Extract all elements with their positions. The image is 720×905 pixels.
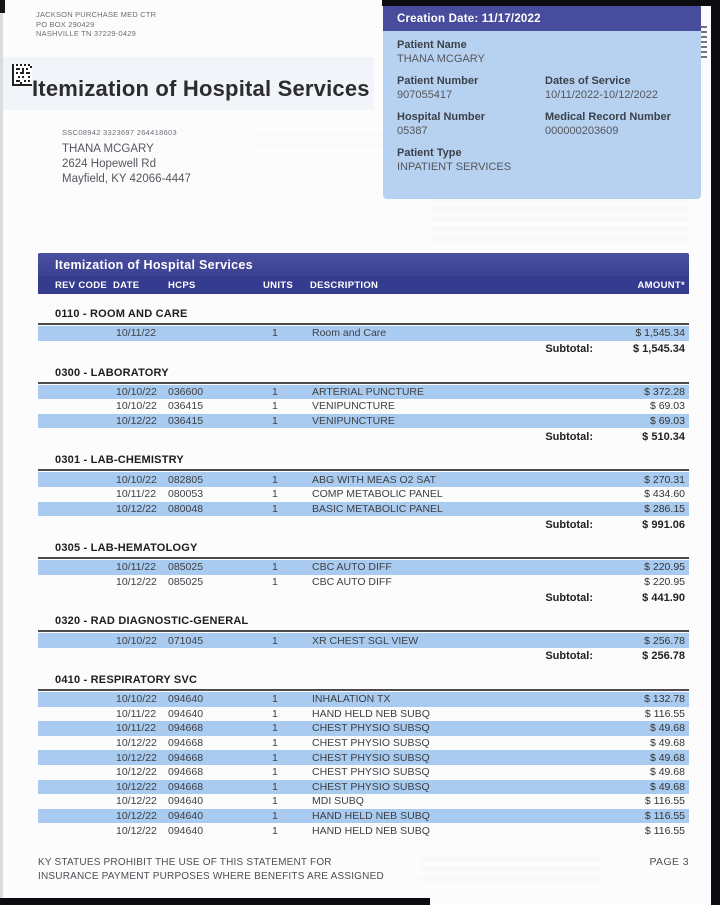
subtotal-amount: $ 441.90 xyxy=(642,591,685,604)
patient-fields xyxy=(383,31,701,174)
cell-amount: $ 69.03 xyxy=(649,415,685,428)
table-row xyxy=(38,560,689,575)
cell-date: 10/11/22 xyxy=(116,722,157,735)
subtotal-row xyxy=(38,341,689,358)
cell-date: 10/12/22 xyxy=(116,780,157,793)
section-rule xyxy=(38,557,689,559)
table-row xyxy=(38,399,689,414)
cell-date: 10/10/22 xyxy=(116,693,157,706)
field-value: THANA MCGARY xyxy=(397,52,485,65)
cell-date: 10/12/22 xyxy=(116,766,157,779)
section-header: 0300 - LABORATORY xyxy=(55,366,169,379)
cell-amount: $ 220.95 xyxy=(644,561,685,574)
field-label: Dates of Service xyxy=(545,75,631,87)
cell-units: 1 xyxy=(272,809,278,822)
table-section xyxy=(38,308,689,358)
page-footer xyxy=(38,856,689,883)
bleed-through-artifact xyxy=(430,198,690,240)
field-label: Medical Record Number xyxy=(545,111,671,123)
cell-amount: $ 116.55 xyxy=(644,809,685,822)
creation-date-bar: Creation Date: 11/17/2022 xyxy=(383,6,701,31)
cell-units: 1 xyxy=(272,576,278,589)
field-patient-type xyxy=(397,147,693,174)
cell-date: 10/12/22 xyxy=(116,795,157,808)
mail-code-line: SSC08942 3323697 264418603 xyxy=(62,128,177,137)
cell-description: VENIPUNCTURE xyxy=(312,415,395,428)
field-value: 000000203609 xyxy=(545,124,619,137)
cell-hcps: 080048 xyxy=(168,502,204,515)
cell-amount: $ 220.95 xyxy=(644,576,685,589)
cell-date: 10/10/22 xyxy=(116,385,157,398)
table-row xyxy=(38,809,689,824)
subtotal-amount: $ 510.34 xyxy=(642,430,685,443)
subtotal-amount: $ 1,545.34 xyxy=(633,343,685,356)
cell-hcps: 036415 xyxy=(168,415,204,428)
table-section xyxy=(38,615,689,665)
cell-hcps: 080053 xyxy=(168,488,204,501)
cell-description: CHEST PHYSIO SUBSQ xyxy=(312,780,430,793)
cell-amount: $ 256.78 xyxy=(644,634,685,647)
field-value: 05387 xyxy=(397,124,428,137)
column-header-units: UNITS xyxy=(263,279,293,291)
column-header-revcode: REV CODE xyxy=(55,279,108,291)
footer-line: KY STATUES PROHIBIT THE USE OF THIS STATEMENT FOR xyxy=(38,857,332,868)
recipient-line: Mayfield, KY 42066-4447 xyxy=(62,173,191,185)
field-value: 907055417 xyxy=(397,88,453,101)
section-header: 0410 - RESPIRATORY SVC xyxy=(55,673,198,686)
field-label: Patient Type xyxy=(397,147,462,159)
cell-amount: $ 132.78 xyxy=(644,693,685,706)
section-rule xyxy=(38,469,689,471)
cell-hcps: 036600 xyxy=(168,385,204,398)
cell-description: HAND HELD NEB SUBQ xyxy=(312,707,430,720)
cell-units: 1 xyxy=(272,327,278,340)
cell-description: CHEST PHYSIO SUBSQ xyxy=(312,722,430,735)
cell-description: ARTERIAL PUNCTURE xyxy=(312,385,425,398)
sender-line: NASHVILLE TN 37229-0429 xyxy=(36,29,136,38)
cell-hcps: 082805 xyxy=(168,473,204,486)
cell-units: 1 xyxy=(272,400,278,413)
field-value: 10/11/2022-10/12/2022 xyxy=(545,88,658,101)
cell-units: 1 xyxy=(272,488,278,501)
edge-marking xyxy=(701,24,707,58)
table-row xyxy=(38,487,689,502)
cell-hcps: 094668 xyxy=(168,737,204,750)
cell-units: 1 xyxy=(272,795,278,808)
cell-hcps: 094640 xyxy=(168,707,204,720)
field-label: Hospital Number xyxy=(397,111,486,123)
table-column-header xyxy=(38,276,689,294)
section-header: 0305 - LAB-HEMATOLOGY xyxy=(55,542,198,555)
cell-units: 1 xyxy=(272,766,278,779)
cell-description: ABG WITH MEAS O2 SAT xyxy=(312,473,437,486)
field-dates-of-service xyxy=(545,75,693,102)
cell-description: MDI SUBQ xyxy=(312,795,364,808)
cell-hcps: 094640 xyxy=(168,809,204,822)
cell-units: 1 xyxy=(272,502,278,515)
sender-line: PO BOX 290429 xyxy=(36,19,95,29)
table-row xyxy=(38,502,689,517)
table-row xyxy=(38,721,689,736)
cell-hcps: 094640 xyxy=(168,824,204,837)
cell-description: Room and Care xyxy=(312,327,387,340)
cell-description: CBC AUTO DIFF xyxy=(312,561,392,574)
cell-units: 1 xyxy=(272,737,278,750)
cell-amount: $ 49.68 xyxy=(649,722,685,735)
cell-units: 1 xyxy=(272,751,278,764)
field-value: INPATIENT SERVICES xyxy=(397,160,512,173)
section-header: 0110 - ROOM AND CARE xyxy=(55,308,188,320)
cell-description: BASIC METABOLIC PANEL xyxy=(312,502,443,515)
cell-description: HAND HELD NEB SUBQ xyxy=(312,824,430,837)
field-patient-number xyxy=(397,75,545,102)
cell-hcps: 094668 xyxy=(168,751,204,764)
sender-address xyxy=(36,10,156,39)
table-row xyxy=(38,750,689,765)
field-patient-name xyxy=(397,39,693,66)
field-label: Patient Number xyxy=(397,75,479,87)
cell-amount: $ 116.55 xyxy=(644,795,685,808)
cell-amount: $ 1,545.34 xyxy=(635,327,685,340)
cell-description: CBC AUTO DIFF xyxy=(312,576,392,589)
column-header-amount: AMOUNT* xyxy=(637,279,685,291)
cell-hcps: 094640 xyxy=(168,693,204,706)
cell-units: 1 xyxy=(272,707,278,720)
table-row xyxy=(38,765,689,780)
cell-date: 10/10/22 xyxy=(116,634,157,647)
cell-amount: $ 116.55 xyxy=(644,707,685,720)
subtotal-label: Subtotal: xyxy=(545,430,593,443)
cell-date: 10/12/22 xyxy=(116,751,157,764)
table-row xyxy=(38,414,689,429)
footer-line: INSURANCE PAYMENT PURPOSES WHERE BENEFITS ARE ASSIGNED xyxy=(38,870,384,882)
scan-edge-corner xyxy=(0,0,5,13)
section-header: 0301 - LAB-CHEMISTRY xyxy=(55,454,184,467)
cell-units: 1 xyxy=(272,634,278,647)
cell-amount: $ 434.60 xyxy=(644,488,685,501)
cell-amount: $ 49.68 xyxy=(649,780,685,793)
datamatrix-barcode-icon xyxy=(12,64,32,86)
cell-units: 1 xyxy=(272,415,278,428)
cell-amount: $ 69.03 xyxy=(649,400,685,413)
scan-edge-left xyxy=(0,0,3,905)
cell-hcps: 071045 xyxy=(168,634,204,647)
table-row xyxy=(38,326,689,341)
sender-line: JACKSON PURCHASE MED CTR xyxy=(36,10,157,19)
table-section xyxy=(38,367,689,446)
cell-date: 10/12/22 xyxy=(116,415,157,428)
cell-hcps: 085025 xyxy=(168,576,204,589)
column-header-hcps: HCPS xyxy=(168,279,196,291)
section-rule xyxy=(38,382,689,384)
cell-units: 1 xyxy=(272,722,278,735)
table-row xyxy=(38,794,689,809)
cell-hcps: 094640 xyxy=(168,795,204,808)
subtotal-row xyxy=(38,648,689,665)
table-row xyxy=(38,472,689,487)
field-label: Patient Name xyxy=(397,39,467,51)
column-header-date: DATE xyxy=(113,279,140,291)
section-header: 0320 - RAD DIAGNOSTIC-GENERAL xyxy=(55,615,249,628)
subtotal-amount: $ 256.78 xyxy=(642,650,685,663)
recipient-line: THANA MCGARY xyxy=(62,143,154,155)
scan-edge-right xyxy=(711,0,720,905)
table-section xyxy=(38,454,689,533)
table-row xyxy=(38,385,689,400)
cell-description: XR CHEST SGL VIEW xyxy=(312,634,419,647)
table-section xyxy=(38,674,689,838)
cell-description: CHEST PHYSIO SUBSQ xyxy=(312,737,430,750)
cell-description: CHEST PHYSIO SUBSQ xyxy=(312,751,430,764)
cell-date: 10/11/22 xyxy=(116,327,157,340)
cell-amount: $ 49.68 xyxy=(649,751,685,764)
subtotal-label: Subtotal: xyxy=(545,591,593,604)
recipient-address xyxy=(62,128,191,187)
subtotal-label: Subtotal: xyxy=(545,518,593,531)
cell-units: 1 xyxy=(272,385,278,398)
cell-units: 1 xyxy=(272,824,278,837)
table-row xyxy=(38,575,689,590)
section-rule xyxy=(38,689,689,691)
page-number: PAGE 3 xyxy=(649,856,689,868)
itemization-table xyxy=(38,253,689,838)
section-rule xyxy=(38,630,689,632)
subtotal-row xyxy=(38,516,689,533)
cell-units: 1 xyxy=(272,561,278,574)
cell-date: 10/12/22 xyxy=(116,809,157,822)
table-row xyxy=(38,780,689,795)
footer-disclaimer xyxy=(38,856,384,883)
scan-edge-top xyxy=(382,0,712,6)
cell-units: 1 xyxy=(272,693,278,706)
cell-amount: $ 372.28 xyxy=(644,385,685,398)
cell-units: 1 xyxy=(272,780,278,793)
section-rule xyxy=(38,323,689,325)
cell-date: 10/10/22 xyxy=(116,473,157,486)
cell-hcps: 094668 xyxy=(168,766,204,779)
cell-amount: $ 286.15 xyxy=(644,502,685,515)
patient-info-box xyxy=(383,6,701,199)
cell-date: 10/10/22 xyxy=(116,400,157,413)
page-title: Itemization of Hospital Services xyxy=(32,76,370,101)
scan-edge-bottom xyxy=(0,898,430,905)
cell-units: 1 xyxy=(272,473,278,486)
subtotal-label: Subtotal: xyxy=(545,650,593,663)
subtotal-row xyxy=(38,589,689,606)
table-row xyxy=(38,692,689,707)
cell-hcps: 094668 xyxy=(168,722,204,735)
field-medical-record-number xyxy=(545,111,693,138)
cell-description: CHEST PHYSIO SUBSQ xyxy=(312,766,430,779)
cell-hcps: 036415 xyxy=(168,400,204,413)
table-section xyxy=(38,542,689,606)
recipient-line: 2624 Hopewell Rd xyxy=(62,158,156,170)
cell-date: 10/12/22 xyxy=(116,737,157,750)
cell-hcps: 094668 xyxy=(168,780,204,793)
table-row xyxy=(38,707,689,722)
cell-date: 10/12/22 xyxy=(116,502,157,515)
table-row xyxy=(38,633,689,648)
subtotal-label: Subtotal: xyxy=(545,343,593,356)
table-title-bar: Itemization of Hospital Services xyxy=(38,253,689,276)
cell-date: 10/12/22 xyxy=(116,576,157,589)
column-header-description: DESCRIPTION xyxy=(310,279,379,291)
cell-description: VENIPUNCTURE xyxy=(312,400,395,413)
cell-amount: $ 49.68 xyxy=(649,766,685,779)
cell-description: HAND HELD NEB SUBQ xyxy=(312,809,430,822)
cell-date: 10/12/22 xyxy=(116,824,157,837)
cell-amount: $ 49.68 xyxy=(649,737,685,750)
field-hospital-number xyxy=(397,111,545,138)
table-sections xyxy=(38,308,689,838)
cell-date: 10/11/22 xyxy=(116,561,157,574)
table-row xyxy=(38,823,689,838)
cell-date: 10/11/22 xyxy=(116,707,157,720)
cell-hcps: 085025 xyxy=(168,561,204,574)
cell-amount: $ 116.55 xyxy=(644,824,685,837)
cell-description: INHALATION TX xyxy=(312,693,391,706)
cell-description: COMP METABOLIC PANEL xyxy=(312,488,443,501)
cell-amount: $ 270.31 xyxy=(644,473,685,486)
table-row xyxy=(38,736,689,751)
subtotal-row xyxy=(38,428,689,445)
cell-date: 10/11/22 xyxy=(116,488,157,501)
subtotal-amount: $ 991.06 xyxy=(642,518,685,531)
